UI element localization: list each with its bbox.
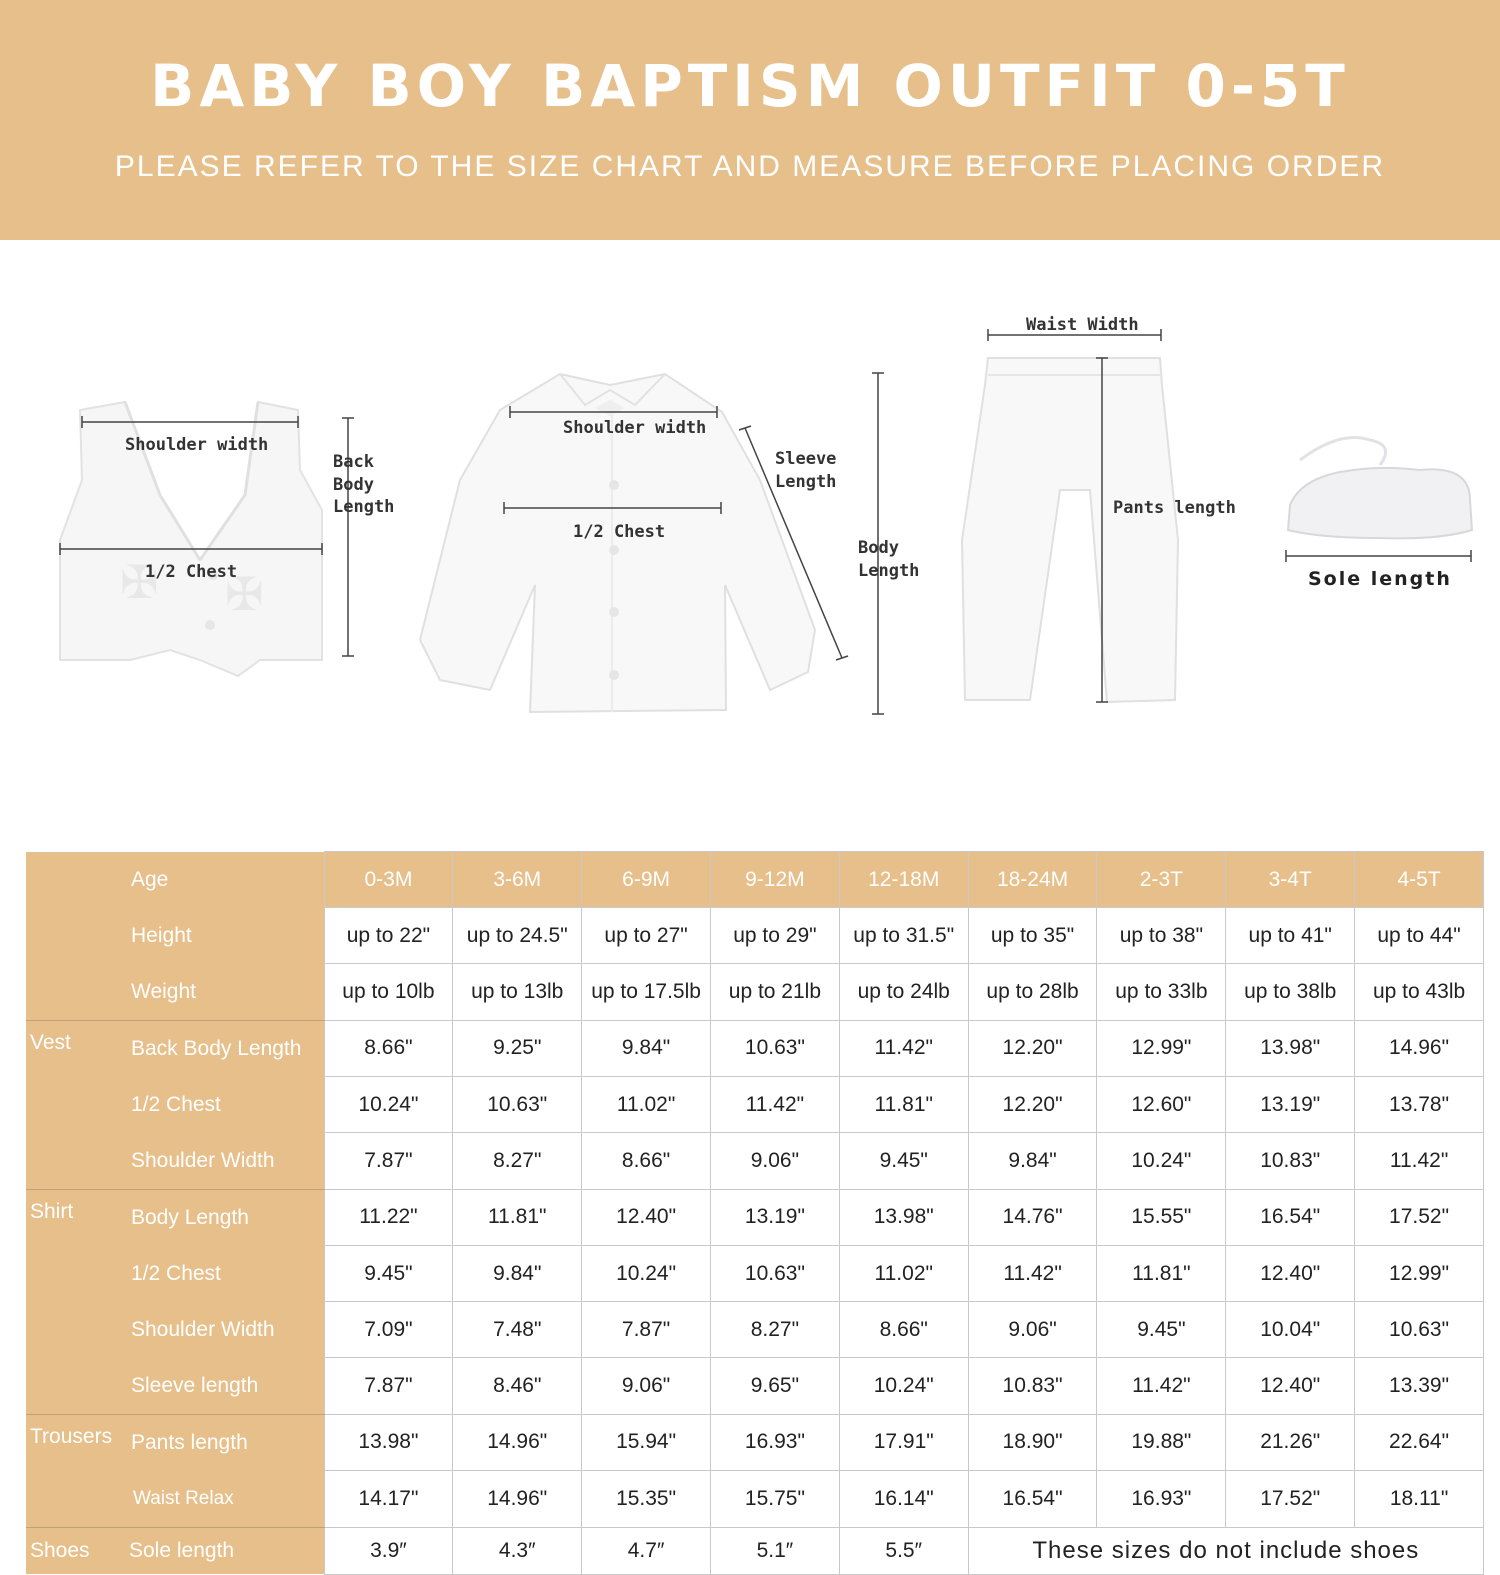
table-row (26, 1020, 1484, 1077)
table-cell: 12.40" (582, 1189, 711, 1246)
vest-back-label-2: Body (333, 475, 374, 495)
table-cell: 4.7″ (582, 1527, 711, 1574)
table-cell: 13.19" (1226, 1077, 1355, 1133)
age-cell: 4-5T (1355, 852, 1484, 908)
table-cell: 12.99" (1097, 1020, 1226, 1077)
shirt-body-label-1: Body (858, 538, 899, 558)
table-cell: 11.42" (968, 1246, 1097, 1302)
table-cell: 8.66" (839, 1302, 968, 1358)
table-row (26, 1077, 1484, 1133)
table-row (26, 1527, 1484, 1574)
shirt-chest-label: 1/2 Chest (573, 522, 666, 542)
table-cell: 18.90" (968, 1414, 1097, 1471)
table-row (26, 1471, 1484, 1528)
height-cell: up to 44" (1355, 908, 1484, 964)
table-cell: 13.19" (710, 1189, 839, 1246)
weight-cell: up to 43lb (1355, 964, 1484, 1021)
shirt-sleeve-label-1: Sleeve (775, 449, 837, 469)
table-cell: 10.24" (582, 1246, 711, 1302)
vest-chest-label: 1/2 Chest (145, 562, 238, 582)
table-cell: 22.64" (1355, 1414, 1484, 1471)
table-cell: 13.98" (839, 1189, 968, 1246)
measure-label: 1/2 Chest (129, 1077, 324, 1133)
age-cell: 6-9M (582, 852, 711, 908)
measure-label: Waist Relax (129, 1471, 324, 1528)
table-cell: 15.75" (710, 1471, 839, 1528)
table-cell: 10.24" (324, 1077, 453, 1133)
table-cell: 14.96" (453, 1471, 582, 1528)
table-cell: 10.63" (710, 1246, 839, 1302)
age-cell: 3-4T (1226, 852, 1355, 908)
measure-label: Pants length (129, 1414, 324, 1471)
table-cell: 14.76" (968, 1189, 1097, 1246)
measure-label: Shoulder Width (129, 1302, 324, 1358)
measure-label: 1/2 Chest (129, 1246, 324, 1302)
table-cell: 12.20" (968, 1020, 1097, 1077)
measure-label: Sole length (129, 1527, 324, 1574)
table-cell: 11.81" (453, 1189, 582, 1246)
age-cell: 18-24M (968, 852, 1097, 908)
height-row (26, 908, 1484, 964)
weight-cell: up to 28lb (968, 964, 1097, 1021)
table-cell: 9.45" (1097, 1302, 1226, 1358)
shoe-sole-label: Sole length (1308, 568, 1452, 590)
pants-image (962, 315, 1236, 702)
table-row (26, 1414, 1484, 1471)
table-cell: 8.66" (582, 1133, 711, 1190)
table-row (26, 1246, 1484, 1302)
table-cell: 11.22" (324, 1189, 453, 1246)
table-cell: 9.06" (710, 1133, 839, 1190)
table-cell: 10.83" (968, 1358, 1097, 1415)
shirt-image (420, 373, 919, 714)
table-cell: 10.63" (453, 1077, 582, 1133)
age-cell: 9-12M (710, 852, 839, 908)
shoes-note: These sizes do not include shoes (968, 1527, 1483, 1574)
table-cell: 11.42" (1097, 1358, 1226, 1415)
age-cell: 12-18M (839, 852, 968, 908)
table-cell: 7.48" (453, 1302, 582, 1358)
weight-cell: up to 17.5lb (582, 964, 711, 1021)
table-row (26, 1358, 1484, 1415)
weight-cell: up to 10lb (324, 964, 453, 1021)
height-cell: up to 31.5" (839, 908, 968, 964)
measure-label: Body Length (129, 1189, 324, 1246)
table-cell: 10.04" (1226, 1302, 1355, 1358)
table-cell: 14.17" (324, 1471, 453, 1528)
table-cell: 21.26" (1226, 1414, 1355, 1471)
vest-cross-right-icon: ✠ (225, 567, 264, 621)
age-row (26, 852, 1484, 908)
table-cell: 8.66" (324, 1020, 453, 1077)
shirt-category: Shirt (26, 1189, 129, 1246)
table-cell: 10.24" (839, 1358, 968, 1415)
weight-cell: up to 13lb (453, 964, 582, 1021)
table-row (26, 1302, 1484, 1358)
table-cell: 4.3″ (453, 1527, 582, 1574)
table-cell: 8.46" (453, 1358, 582, 1415)
table-cell: 15.94" (582, 1414, 711, 1471)
table-cell: 13.98" (1226, 1020, 1355, 1077)
vest-back-label-3: Length (333, 497, 395, 517)
table-cell: 10.63" (710, 1020, 839, 1077)
vest-back-label-1: Back (333, 452, 374, 472)
table-cell: 16.54" (968, 1471, 1097, 1528)
table-cell: 9.06" (968, 1302, 1097, 1358)
table-cell: 9.84" (968, 1133, 1097, 1190)
vest-category: Vest (26, 1020, 129, 1077)
measure-label: Back Body Length (129, 1020, 324, 1077)
table-cell: 11.02" (582, 1077, 711, 1133)
table-cell: 9.45" (839, 1133, 968, 1190)
table-cell: 12.40" (1226, 1358, 1355, 1415)
table-cell: 14.96" (453, 1414, 582, 1471)
table-cell: 16.14" (839, 1471, 968, 1528)
table-cell: 12.99" (1355, 1246, 1484, 1302)
table-cell: 11.42" (839, 1020, 968, 1077)
table-cell: 12.40" (1226, 1246, 1355, 1302)
table-cell: 17.52" (1226, 1471, 1355, 1528)
pants-waist-label: Waist Width (1026, 315, 1139, 335)
table-cell: 16.93" (1097, 1471, 1226, 1528)
weight-cell: up to 33lb (1097, 964, 1226, 1021)
table-cell: 10.63" (1355, 1302, 1484, 1358)
page-title: BABY BOY BAPTISM OUTFIT 0-5T (150, 52, 1350, 120)
weight-cell: up to 24lb (839, 964, 968, 1021)
trousers-category: Trousers (26, 1414, 129, 1471)
table-cell: 9.06" (582, 1358, 711, 1415)
vest-shoulder-label: Shoulder width (125, 435, 269, 455)
table-cell: 11.42" (1355, 1133, 1484, 1190)
weight-label: Weight (129, 964, 324, 1021)
pants-length-label: Pants length (1113, 498, 1236, 518)
garment-illustration (0, 240, 1500, 840)
weight-cell: up to 21lb (710, 964, 839, 1021)
measure-label: Sleeve length (129, 1358, 324, 1415)
table-row (26, 1189, 1484, 1246)
age-cell: 0-3M (324, 852, 453, 908)
height-cell: up to 35" (968, 908, 1097, 964)
table-cell: 9.25" (453, 1020, 582, 1077)
table-cell: 10.83" (1226, 1133, 1355, 1190)
shirt-sleeve-label-2: Length (775, 472, 837, 492)
table-cell: 9.45" (324, 1246, 453, 1302)
table-cell: 5.5″ (839, 1527, 968, 1574)
table-cell: 9.65" (710, 1358, 839, 1415)
height-cell: up to 41" (1226, 908, 1355, 964)
vest-image (60, 402, 394, 676)
table-cell: 19.88" (1097, 1414, 1226, 1471)
weight-cell: up to 38lb (1226, 964, 1355, 1021)
height-cell: up to 24.5" (453, 908, 582, 964)
table-cell: 13.98" (324, 1414, 453, 1471)
header-banner (0, 0, 1500, 240)
age-cell: 3-6M (453, 852, 582, 908)
shoe-image (1286, 438, 1472, 591)
height-cell: up to 38" (1097, 908, 1226, 964)
table-cell: 16.93" (710, 1414, 839, 1471)
height-cell: up to 22" (324, 908, 453, 964)
age-label: Age (129, 852, 324, 908)
table-cell: 17.52" (1355, 1189, 1484, 1246)
shirt-shoulder-label: Shoulder width (563, 418, 707, 438)
table-cell: 8.27" (710, 1302, 839, 1358)
table-cell: 16.54" (1226, 1189, 1355, 1246)
weight-row (26, 964, 1484, 1021)
table-cell: 12.20" (968, 1077, 1097, 1133)
table-cell: 14.96" (1355, 1020, 1484, 1077)
table-cell: 8.27" (453, 1133, 582, 1190)
table-cell: 11.81" (1097, 1246, 1226, 1302)
shirt-body-label-2: Length (858, 561, 920, 581)
table-cell: 13.78" (1355, 1077, 1484, 1133)
table-cell: 7.87" (324, 1133, 453, 1190)
table-cell: 15.35" (582, 1471, 711, 1528)
table-cell: 15.55" (1097, 1189, 1226, 1246)
table-cell: 13.39" (1355, 1358, 1484, 1415)
table-cell: 3.9″ (324, 1527, 453, 1574)
height-cell: up to 29" (710, 908, 839, 964)
table-cell: 7.87" (324, 1358, 453, 1415)
height-cell: up to 27" (582, 908, 711, 964)
table-cell: 12.60" (1097, 1077, 1226, 1133)
table-cell: 18.11" (1355, 1471, 1484, 1528)
table-cell: 11.81" (839, 1077, 968, 1133)
vest-cross-left-icon: ✠ (120, 555, 159, 609)
size-chart-table (26, 851, 1484, 1575)
table-cell: 7.87" (582, 1302, 711, 1358)
table-row (26, 1133, 1484, 1190)
table-cell: 11.02" (839, 1246, 968, 1302)
table-cell: 7.09" (324, 1302, 453, 1358)
page-subtitle: PLEASE REFER TO THE SIZE CHART AND MEASURE BEFORE PLACING ORDER (114, 150, 1386, 183)
age-cell: 2-3T (1097, 852, 1226, 908)
table-cell: 9.84" (453, 1246, 582, 1302)
table-cell: 5.1″ (710, 1527, 839, 1574)
shoes-category: Shoes (26, 1527, 129, 1574)
measure-label: Shoulder Width (129, 1133, 324, 1190)
table-cell: 11.42" (710, 1077, 839, 1133)
table-cell: 10.24" (1097, 1133, 1226, 1190)
table-cell: 17.91" (839, 1414, 968, 1471)
table-cell: 9.84" (582, 1020, 711, 1077)
height-label: Height (129, 908, 324, 964)
